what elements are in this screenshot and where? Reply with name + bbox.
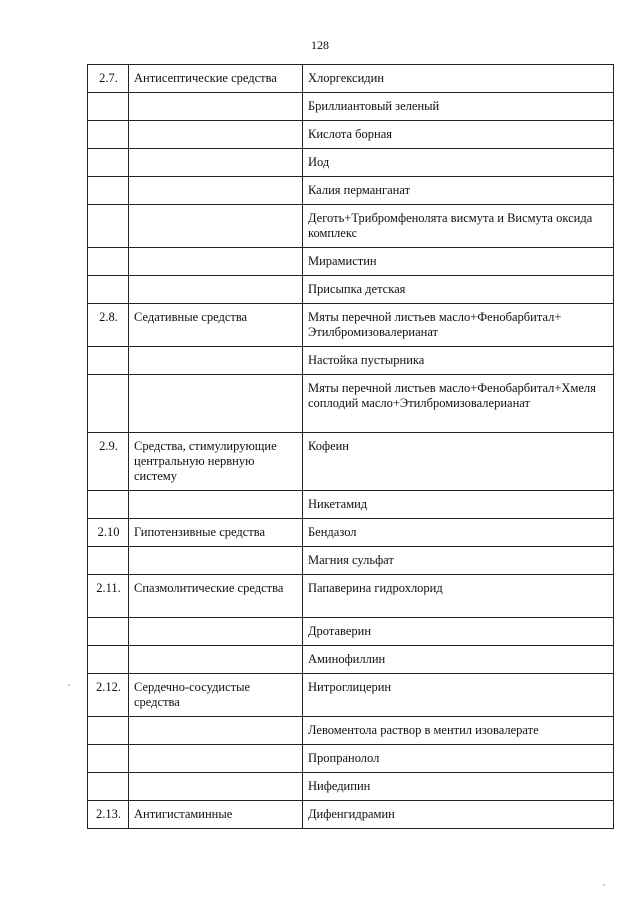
drug-group: Спазмолитические средства	[129, 575, 303, 618]
drug-name: Дротаверин	[303, 618, 614, 646]
row-number	[88, 547, 129, 575]
drug-group	[129, 121, 303, 149]
drug-name: Нифедипин	[303, 773, 614, 801]
drug-name: Папаверина гидрохлорид	[303, 575, 614, 618]
table-row	[88, 575, 614, 618]
drug-group	[129, 618, 303, 646]
drug-name: Мяты перечной листьев масло+Фенобарбитал+ Этилбромизовалерианат	[303, 304, 614, 347]
drug-group	[129, 347, 303, 375]
row-number: 2.11.	[88, 575, 129, 618]
drug-group: Средства, стимулирующие центральную нервную систему	[129, 433, 303, 491]
row-number	[88, 177, 129, 205]
table-row	[88, 149, 614, 177]
drug-group	[129, 547, 303, 575]
drug-name: Нитроглицерин	[303, 674, 614, 717]
drug-name: Бриллиантовый зеленый	[303, 93, 614, 121]
row-number	[88, 121, 129, 149]
row-number: 2.7.	[88, 65, 129, 93]
drug-group	[129, 646, 303, 674]
drug-name: Мяты перечной листьев масло+Фенобарбитал+Хмеля соплодий масло+Этилбромизовалерианат	[303, 375, 614, 433]
table-row	[88, 375, 614, 433]
drug-name: Аминофиллин	[303, 646, 614, 674]
drug-name: Мирамистин	[303, 248, 614, 276]
drug-group	[129, 491, 303, 519]
scan-speck	[603, 884, 605, 886]
row-number	[88, 93, 129, 121]
drug-name: Магния сульфат	[303, 547, 614, 575]
row-number: 2.12.	[88, 674, 129, 717]
drug-group	[129, 717, 303, 745]
drug-group	[129, 248, 303, 276]
drug-name: Кофеин	[303, 433, 614, 491]
table-row	[88, 801, 614, 829]
drug-group	[129, 375, 303, 433]
drug-group: Сердечно-сосудистые средства	[129, 674, 303, 717]
drug-group	[129, 93, 303, 121]
drug-table	[87, 64, 614, 829]
table-row	[88, 248, 614, 276]
table-row	[88, 347, 614, 375]
row-number: 2.8.	[88, 304, 129, 347]
table-row	[88, 93, 614, 121]
page-number: 128	[311, 38, 329, 52]
table-row	[88, 717, 614, 745]
drug-name: Левоментола раствор в ментил изовалерате	[303, 717, 614, 745]
drug-group	[129, 177, 303, 205]
drug-group	[129, 205, 303, 248]
row-number	[88, 745, 129, 773]
drug-name: Кислота борная	[303, 121, 614, 149]
row-number	[88, 205, 129, 248]
table-row	[88, 674, 614, 717]
drug-name: Деготь+Трибромфенолята висмута и Висмута оксида комплекс	[303, 205, 614, 248]
table-row	[88, 304, 614, 347]
drug-group	[129, 745, 303, 773]
row-number	[88, 248, 129, 276]
table-row	[88, 547, 614, 575]
drug-name: Иод	[303, 149, 614, 177]
row-number	[88, 618, 129, 646]
drug-name: Никетамид	[303, 491, 614, 519]
row-number	[88, 375, 129, 433]
row-number	[88, 491, 129, 519]
drug-name: Пропранолол	[303, 745, 614, 773]
table-row	[88, 773, 614, 801]
table-row	[88, 433, 614, 491]
row-number	[88, 149, 129, 177]
drug-name: Хлоргексидин	[303, 65, 614, 93]
row-number	[88, 347, 129, 375]
table-row	[88, 745, 614, 773]
table-row	[88, 618, 614, 646]
row-number: 2.13.	[88, 801, 129, 829]
drug-name: Калия перманганат	[303, 177, 614, 205]
drug-group: Антигистаминные	[129, 801, 303, 829]
row-number: 2.9.	[88, 433, 129, 491]
row-number	[88, 276, 129, 304]
table-row	[88, 177, 614, 205]
drug-group	[129, 773, 303, 801]
drug-group	[129, 149, 303, 177]
drug-group: Седативные средства	[129, 304, 303, 347]
row-number: 2.10	[88, 519, 129, 547]
scan-speck	[68, 684, 70, 686]
table-row	[88, 646, 614, 674]
table-row	[88, 65, 614, 93]
table-row	[88, 276, 614, 304]
drug-group: Антисептические средства	[129, 65, 303, 93]
table-row	[88, 205, 614, 248]
drug-group	[129, 276, 303, 304]
drug-group: Гипотензивные средства	[129, 519, 303, 547]
row-number	[88, 717, 129, 745]
drug-name: Бендазол	[303, 519, 614, 547]
table-row	[88, 519, 614, 547]
table-row	[88, 121, 614, 149]
table-row	[88, 491, 614, 519]
drug-name: Настойка пустырника	[303, 347, 614, 375]
row-number	[88, 646, 129, 674]
drug-name: Дифенгидрамин	[303, 801, 614, 829]
row-number	[88, 773, 129, 801]
drug-name: Присыпка детская	[303, 276, 614, 304]
